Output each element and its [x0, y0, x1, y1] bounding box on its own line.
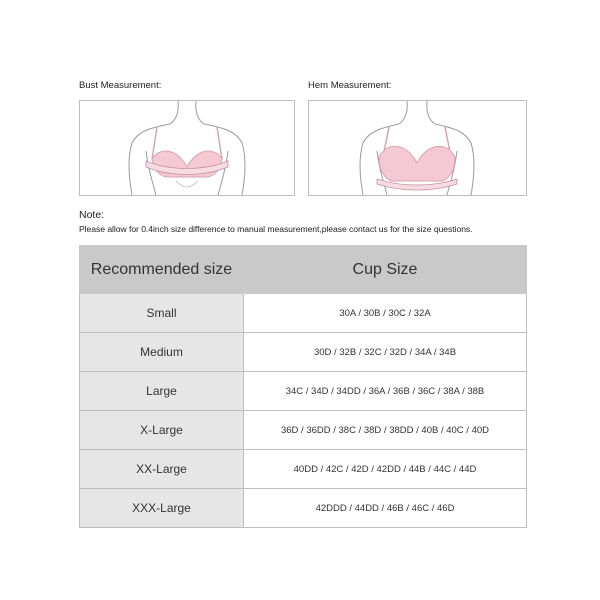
- table-row: [80, 489, 527, 528]
- table-row: [80, 333, 527, 372]
- bust-figure-drawing: [80, 101, 294, 195]
- recommended-size-header: Recommended size: [80, 246, 244, 294]
- note-title: Note:: [79, 209, 105, 221]
- table-row: [80, 411, 527, 450]
- size-cell: XX-Large: [80, 450, 244, 489]
- table-row: [80, 450, 527, 489]
- cup-size-cell: 34C / 34D / 34DD / 36A / 36B / 36C / 38A / 38B: [244, 372, 527, 411]
- hem-figure-drawing: [309, 101, 526, 195]
- size-chart-table: [79, 245, 527, 528]
- bust-measurement-label: Bust Measurement:: [79, 80, 162, 91]
- table-row: [80, 294, 527, 333]
- cup-size-cell: 40DD / 42C / 42D / 42DD / 44B / 44C / 44D: [244, 450, 527, 489]
- size-cell: XXX-Large: [80, 489, 244, 528]
- size-cell: Medium: [80, 333, 244, 372]
- size-cell: X-Large: [80, 411, 244, 450]
- table-row: [80, 372, 527, 411]
- hem-measurement-label: Hem Measurement:: [308, 80, 392, 91]
- cup-size-cell: 30D / 32B / 32C / 32D / 34A / 34B: [244, 333, 527, 372]
- size-cell: Small: [80, 294, 244, 333]
- note-text: Please allow for 0.4inch size difference to manual measurement,please contact us for the size questions.: [79, 224, 473, 234]
- size-cell: Large: [80, 372, 244, 411]
- cup-size-cell: 36D / 36DD / 38C / 38D / 38DD / 40B / 40C / 40D: [244, 411, 527, 450]
- cup-size-cell: 30A / 30B / 30C / 32A: [244, 294, 527, 333]
- cup-size-header: Cup Size: [244, 246, 527, 294]
- cup-size-cell: 42DDD / 44DD / 46B / 46C / 46D: [244, 489, 527, 528]
- hem-measurement-illustration: [308, 100, 527, 196]
- table-header-row: [80, 246, 527, 294]
- bust-measurement-illustration: [79, 100, 295, 196]
